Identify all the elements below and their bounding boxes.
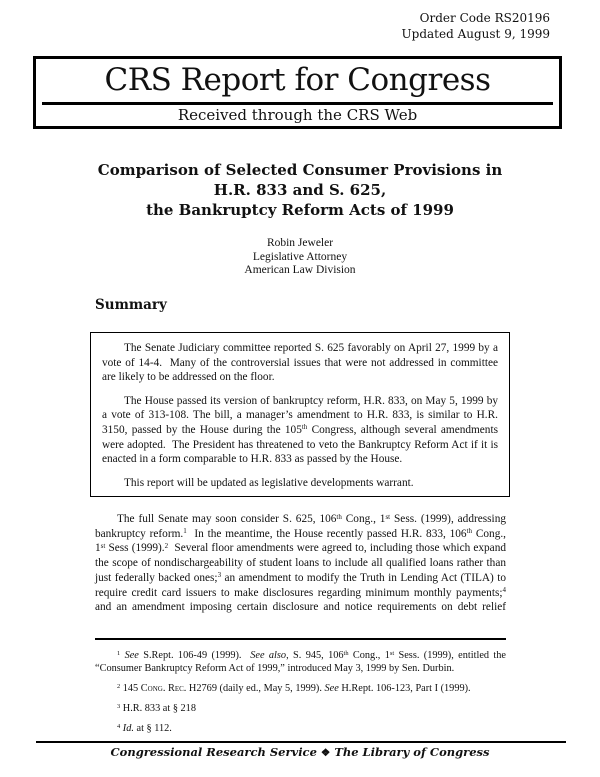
footnote-3: $^3$ H.R. 833 at § 218 — [117, 702, 196, 714]
footnote-separator — [95, 638, 506, 640]
report-title — [0, 160, 600, 220]
order-code: Order Code RS20196 — [419, 11, 550, 25]
author-role: Legislative Attorney — [252, 250, 348, 263]
updated-date: Updated August 9, 1999 — [401, 27, 550, 41]
diamond-icon: ❖ — [320, 747, 331, 759]
footer-text — [0, 745, 600, 759]
author-division: American Law Division — [244, 264, 356, 276]
summary-paragraph-1: The Senate Judiciary committee reported S. 625 favorably on April 27, 1999 by a vote of 14-4. Many of the controversial issues that were not addressed in committee are likely to be addressed on the floor. — [102, 342, 498, 384]
footnotes-section — [95, 649, 506, 742]
footer-crs-label: Congressional Research Service — [110, 745, 317, 759]
header-meta — [402, 10, 550, 42]
footer-loc-label: The Library of Congress — [334, 745, 490, 759]
footnote-4: $^4$ Id. at § 112. — [117, 722, 172, 734]
summary-heading: Summary — [95, 297, 167, 313]
masthead-subtitle: Received through the CRS Web — [177, 106, 418, 124]
footer-rule — [36, 741, 566, 743]
author-block — [0, 237, 600, 278]
summary-paragraph-3: This report will be updated as legislative developments warrant. — [124, 476, 414, 489]
masthead-box — [33, 56, 562, 129]
footnote-2: $^2$ 145 Cong. Rec. H2769 (daily ed., May 5, 1999). See H.Rept. 106-123, Part I (1999). — [117, 682, 471, 694]
report-title-line-2: H.R. 833 and S. 625, — [213, 181, 387, 199]
report-title-line-3: the Bankruptcy Reform Acts of 1999 — [146, 201, 454, 219]
author-name: Robin Jeweler — [266, 237, 334, 249]
footnote-1: $^1$ See S.Rept. 106-49 (1999). See also, S. 945, 106th Cong., 1st Sess. (1999), entitled the “Consumer Bankruptcy Reform Act of 1999,” introduced May 3, 1999 by Sen. Durbin. — [95, 649, 507, 674]
masthead-title: CRS Report for Congress — [104, 62, 491, 98]
summary-box — [90, 332, 510, 497]
report-title-line-1: Comparison of Selected Consumer Provisions in — [97, 161, 503, 179]
summary-paragraph-2: The House passed its version of bankruptcy reform, H.R. 833, on May 5, 1999 by a vote of 313-108. The bill, a manager’s amendment to H.R. 833, is similar to H.R. 3150, passed by the House during the 105th Congress, although several amendments were adopted. The President has threatened to veto the Bankruptcy Reform Act if it is enacted in a form comparable to H.R. 833 as passed by the House. — [102, 394, 498, 466]
body-paragraph: The full Senate may soon consider S. 625, 106th Cong., 1st Sess. (1999), addressing bankruptcy reform.$^1$ In the meantime, the House recently passed H.R. 833, 106th Cong., 1st Sess (1999).$^2$ Several floor amendments were agreed to, including those which expand the scope of nondischargeability of student loans to include all qualified loans rather than just federally backed ones;$^3$ an amendment to modify the Truth in Lending Act (TILA) to require credit card issuers to make disclosures regarding minimum monthly payments;$^4$ and an amendment imposing certain disclosure and notice requirements on debt relief — [95, 512, 506, 614]
